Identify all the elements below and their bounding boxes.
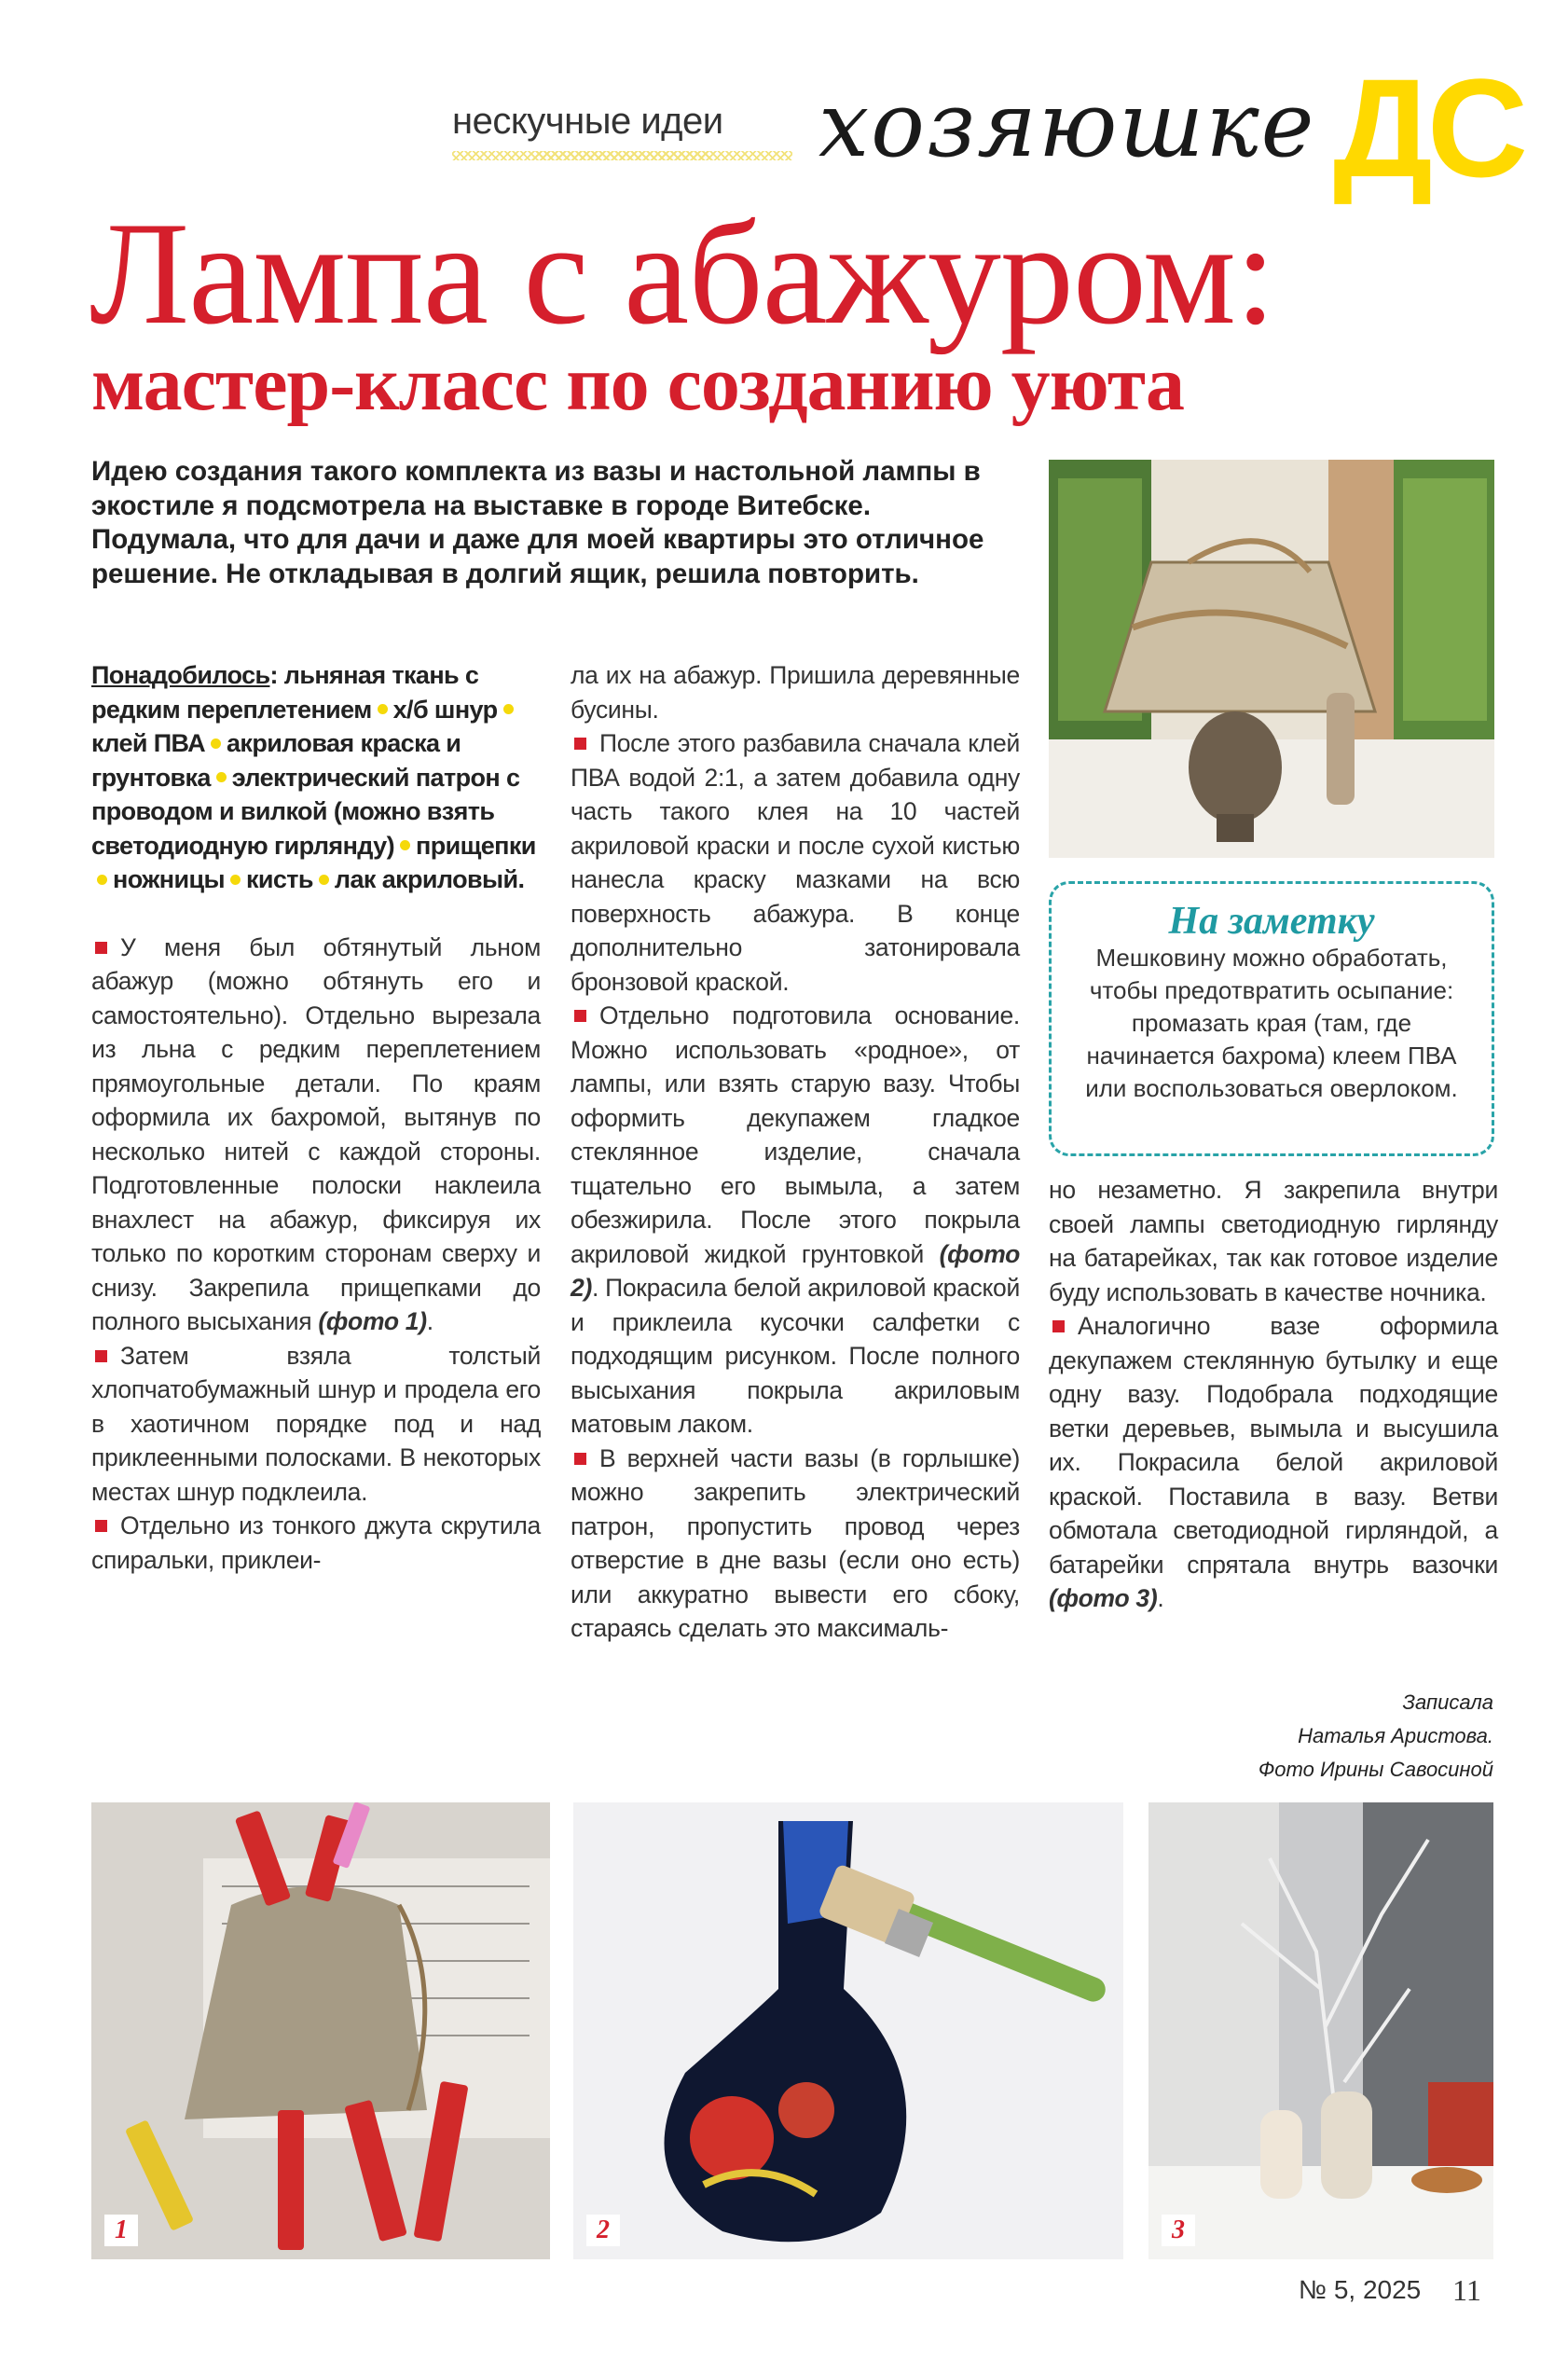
paragraph-text: У меня был обтянутый льном абажур (можно обтянуть его и самостоятельно). Отдельно вырезала из льна с редким переплетением прямоугольные детали. По краям оформила их бахромой, вытянув по несколько нитей с каждой стороны. Подготовленные полоски наклеила внахлест на абажур, фиксируя их только по коротким сторонам сверху и снизу. Закрепила прищепками до полного высыхания: [91, 932, 541, 1335]
photo-number: 1: [104, 2215, 138, 2246]
paragraph-marker-icon: [1052, 1320, 1065, 1332]
material-item: ножницы: [113, 865, 225, 893]
paragraph: [91, 931, 541, 1339]
paragraph-tail: . Покрасила белой акриловой краской и приклеила кусочки салфетки с подходящим рисунком. После полного высыхания покрыла акриловым матовым лаком.: [571, 1274, 1020, 1438]
magazine-section-title: хозяюшке: [818, 73, 1316, 177]
paragraph: [1049, 1309, 1498, 1616]
magazine-logo: ДС: [1333, 49, 1523, 206]
material-item: лак акриловый.: [334, 865, 525, 893]
article-credits: [1259, 1686, 1493, 1787]
paragraph-marker-icon: [95, 942, 107, 954]
material-item: х/б шнур: [392, 695, 498, 724]
paragraph: [571, 1442, 1020, 1646]
photo-reference: (фото 2): [571, 1239, 1020, 1302]
bullet-dot-icon: [400, 840, 410, 850]
material-item: клей ПВА: [91, 729, 206, 757]
paragraph-tail: .: [1157, 1584, 1164, 1612]
credit-author: Наталья Аристова.: [1298, 1724, 1493, 1747]
paragraph-text: но незаметно. Я закрепила внутри своей лампы светодиодную гирлянду на батарейках, так как готовое изделие буду использовать в качестве ночника.: [1049, 1176, 1498, 1306]
column-3: [1049, 1173, 1498, 1616]
article-title: Лампа с абажуром:: [89, 192, 1275, 355]
note-box: [1049, 881, 1494, 1156]
paragraph: [91, 1339, 541, 1510]
photo-reference: (фото 3): [1049, 1584, 1158, 1612]
photo-number: 2: [586, 2215, 620, 2246]
column-1: [91, 658, 541, 1577]
rubric-label: нескучные идеи: [452, 101, 723, 142]
materials-label: Понадобилось: [91, 661, 270, 689]
paragraph-marker-icon: [574, 738, 586, 750]
paragraph-text: Затем взяла толстый хлопчатобумажный шнур и продела его в хаотичном порядке под и над приклеенными полосками. В некоторых местах шнур подклеила.: [91, 1341, 541, 1506]
photo-2-vase-painting: [573, 1802, 1123, 2259]
paragraph-tail: .: [426, 1307, 433, 1335]
paragraph: [571, 999, 1020, 1442]
paragraph: [571, 726, 1020, 999]
paragraph-marker-icon: [95, 1350, 107, 1362]
material-item: кисть: [245, 865, 313, 893]
page-number: 11: [1452, 2273, 1481, 2307]
paragraph-marker-icon: [574, 1453, 586, 1465]
material-item: прищепки: [415, 831, 536, 860]
paragraph: [571, 658, 1020, 726]
material-item: льняная ткань с редким переплетением: [91, 661, 479, 724]
paragraph-text: Отдельно подготовила основание. Можно использовать «родное», от лампы, или взять старую вазу. Чтобы оформить декупажем гладкое стеклянное изделие, сначала тщательно его вымыла, а затем обезжирила. После этого покрыла акриловой жидкой грунтовкой: [571, 1001, 1020, 1268]
article-subtitle: мастер-класс по созданию уюта: [91, 340, 1185, 427]
photo-lamp: [1049, 460, 1494, 858]
paragraph-text: ла их на абажур. Пришила деревянные бусины.: [571, 661, 1020, 724]
bullet-dot-icon: [503, 704, 514, 714]
paragraph-text: Аналогично вазе оформила декупажем стеклянную бутылку и еще одну вазу. Подобрала подходящие ветки деревьев, вымыла и высушила их. Покрасила белой акриловой краской. Поставила в вазу. Ветви обмотала светодиодной гирляндой, а батарейки спрятала внутрь вазочки: [1049, 1312, 1498, 1579]
paragraph-text: В верхней части вазы (в горлышке) можно закрепить электрический патрон, пропустить провод через отверстие в дне вазы (если оно есть) или аккуратно вывести его сбоку, стараясь сделать это максималь-: [571, 1443, 1020, 1642]
paragraph: [91, 1509, 541, 1577]
note-title: На заметку: [1168, 900, 1375, 943]
bullet-dot-icon: [216, 772, 227, 782]
article-lead: Идею создания такого комплекта из вазы и настольной лампы в экостиле я подсмотрела на выставке в городе Витебске. Подумала, что для дачи и даже для моей квартиры это отличное решение. Не откладывая в долгий ящик, решила повторить.: [91, 456, 984, 589]
paragraph-text: После этого разбавила сначала клей ПВА водой 2:1, а затем добавила одну часть такого клея на 10 частей акриловой краски и после сухой кистью нанесла краску мазками на всю поверхность абажура. В конце дополнительно затонировала бронзовой краской.: [571, 729, 1020, 996]
bullet-dot-icon: [211, 738, 221, 749]
materials-list: Понадобилось: льняная ткань с редким переплетением х/б шнурклей ПВА акриловая краска и грунтовка электрический патрон с проводом и вилкой (можно взять светодиодную гирлянду) прищепкиножницы кисть лак акриловый.: [91, 661, 536, 893]
bullet-dot-icon: [230, 875, 241, 885]
photo-3-vases-branches: [1148, 1802, 1493, 2259]
credit-recorded: Записала: [1402, 1691, 1493, 1714]
photo-reference: (фото 1): [318, 1307, 427, 1335]
column-1-body: [91, 931, 541, 1578]
issue-number: № 5, 2025: [1299, 2275, 1422, 2304]
column-2: [571, 658, 1020, 1646]
material-item: электрический патрон с проводом и вилкой (можно взять светодиодную гирлянду): [91, 763, 520, 860]
paragraph-marker-icon: [95, 1520, 107, 1532]
photo-1-shade-drying: [91, 1802, 550, 2259]
paragraph-text: Отдельно из тонкого джута скрутила спиральки, приклеи-: [91, 1511, 541, 1574]
photo-number: 3: [1162, 2215, 1195, 2246]
bullet-dot-icon: [378, 704, 388, 714]
rubric-zigzag-decoration: [452, 151, 792, 160]
paragraph: [1049, 1173, 1498, 1309]
credit-photo: Фото Ирины Савосиной: [1258, 1758, 1493, 1781]
note-text: Мешковину можно обработать, чтобы предотвратить осыпание: промазать края (там, где начинается бахрома) клеем ПВА или воспользоваться оверлоком.: [1085, 944, 1458, 1102]
paragraph-marker-icon: [574, 1010, 586, 1022]
bullet-dot-icon: [97, 875, 107, 885]
material-item: акриловая краска и грунтовка: [91, 729, 461, 792]
bullet-dot-icon: [319, 875, 329, 885]
